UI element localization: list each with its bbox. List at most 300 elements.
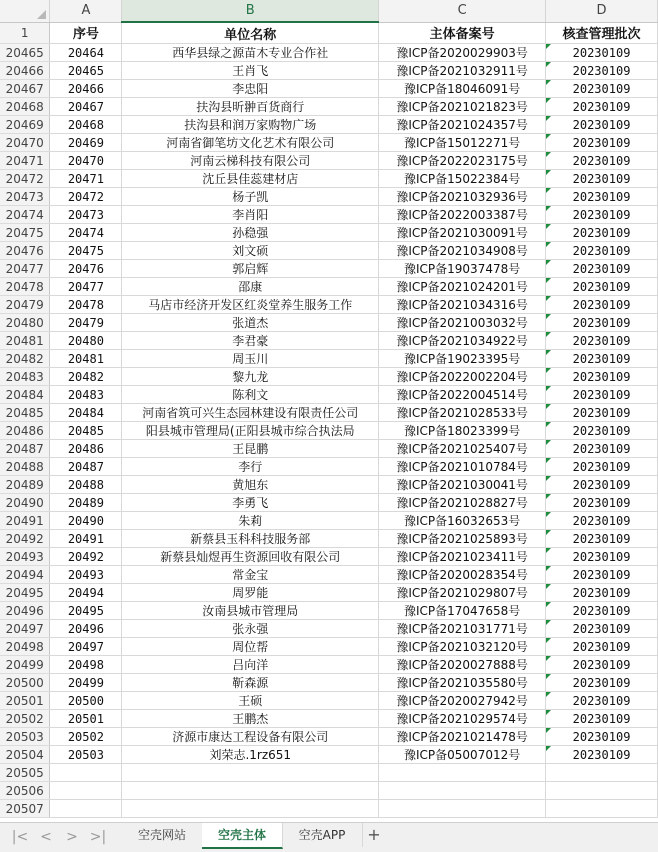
tab-empty-websites[interactable]: 空壳网站 (122, 823, 203, 847)
table-row (0, 134, 658, 152)
cell-text: 20230109 (572, 333, 631, 348)
cell-record-no[interactable] (379, 170, 546, 188)
number-as-text-flag-icon (546, 80, 551, 85)
cell-record-no[interactable] (379, 62, 546, 80)
cell-batch[interactable] (546, 224, 658, 242)
row-number[interactable]: 20490 (0, 494, 50, 512)
cell-seq[interactable] (50, 386, 122, 404)
cell-unit-name[interactable] (122, 602, 379, 620)
row-number[interactable]: 20471 (0, 152, 50, 170)
row-number[interactable]: 20468 (0, 98, 50, 116)
row-number[interactable]: 20481 (0, 332, 50, 350)
cell-unit-name[interactable] (122, 584, 379, 602)
cell-record-no[interactable] (379, 692, 546, 710)
cell-record-no[interactable] (379, 638, 546, 656)
cell-text: 20230109 (572, 567, 631, 582)
cell-batch[interactable] (546, 350, 658, 368)
number-as-text-flag-icon (546, 548, 551, 553)
cell-record-no[interactable] (379, 602, 546, 620)
row-number[interactable]: 20485 (0, 404, 50, 422)
tab-empty-app[interactable]: 空壳APP (282, 823, 363, 847)
number-as-text-flag-icon (546, 566, 551, 571)
cell-record-no[interactable] (379, 278, 546, 296)
row-number[interactable]: 20507 (0, 800, 50, 818)
cell-seq[interactable] (50, 350, 122, 368)
row-number[interactable]: 20470 (0, 134, 50, 152)
cell-record-no[interactable] (379, 296, 546, 314)
last-sheet-button[interactable]: >| (89, 829, 107, 845)
cell-unit-name[interactable] (122, 656, 379, 674)
cell-record-no[interactable] (379, 728, 546, 746)
number-as-text-flag-icon (546, 260, 551, 265)
cell-record-no[interactable] (379, 116, 546, 134)
row-number[interactable]: 20501 (0, 692, 50, 710)
cell-text: 张永强 (232, 622, 269, 636)
cell-seq[interactable] (50, 188, 122, 206)
cell-text: 王肖飞 (232, 64, 269, 78)
cell-batch[interactable] (546, 368, 658, 386)
cell-record-no[interactable] (379, 422, 546, 440)
cell-unit-name[interactable] (122, 782, 379, 800)
cell-seq[interactable] (50, 152, 122, 170)
cell-unit-name[interactable] (122, 548, 379, 566)
cell-seq[interactable] (50, 404, 122, 422)
cell-batch[interactable] (546, 764, 658, 782)
cell-unit-name[interactable] (122, 278, 379, 296)
row-number[interactable]: 20493 (0, 548, 50, 566)
cell-batch[interactable] (546, 710, 658, 728)
cell-record-no[interactable] (379, 332, 546, 350)
cell-batch[interactable] (546, 44, 658, 62)
cell-unit-name[interactable] (122, 116, 379, 134)
row-number[interactable]: 20478 (0, 278, 50, 296)
cell-text: 20498 (67, 657, 104, 672)
cell-seq[interactable] (50, 260, 122, 278)
cell-unit-name[interactable] (122, 296, 379, 314)
row-number[interactable]: 20495 (0, 584, 50, 602)
cell-record-no[interactable] (379, 350, 546, 368)
column-header-b[interactable]: B (122, 0, 379, 22)
cell-seq[interactable] (50, 440, 122, 458)
cell-unit-name[interactable] (122, 728, 379, 746)
cell-batch[interactable] (546, 62, 658, 80)
cell-batch[interactable] (546, 80, 658, 98)
row-number[interactable]: 20499 (0, 656, 50, 674)
table-row (0, 242, 658, 260)
header-cell-seq[interactable]: 序号 (50, 22, 122, 44)
cell-text: 济源市康达工程设备有限公司 (172, 730, 329, 744)
table-row (0, 692, 658, 710)
cell-unit-name[interactable] (122, 224, 379, 242)
cell-record-no[interactable] (379, 458, 546, 476)
cell-record-no[interactable] (379, 242, 546, 260)
row-number[interactable]: 20487 (0, 440, 50, 458)
cell-record-no[interactable] (379, 800, 546, 818)
cell-seq[interactable] (50, 206, 122, 224)
cell-batch[interactable] (546, 728, 658, 746)
row-number[interactable]: 20482 (0, 350, 50, 368)
cell-unit-name[interactable] (122, 44, 379, 62)
cell-seq[interactable] (50, 494, 122, 512)
cell-unit-name[interactable] (122, 98, 379, 116)
header-cell-batch[interactable]: 核查管理批次 (546, 22, 658, 44)
cell-text: 20476 (67, 261, 104, 276)
cell-record-no[interactable] (379, 656, 546, 674)
cell-batch[interactable] (546, 314, 658, 332)
table-row (0, 404, 658, 422)
table-row (0, 116, 658, 134)
cell-batch[interactable] (546, 116, 658, 134)
cell-text: 周位帮 (232, 640, 269, 654)
number-as-text-flag-icon (546, 422, 551, 427)
cell-unit-name[interactable] (122, 332, 379, 350)
cell-unit-name[interactable] (122, 206, 379, 224)
cell-unit-name[interactable] (122, 260, 379, 278)
cell-record-no[interactable] (379, 386, 546, 404)
cell-record-no[interactable] (379, 530, 546, 548)
add-sheet-button[interactable]: + (367, 825, 381, 844)
header-cell-record-no[interactable]: 主体备案号 (379, 22, 546, 44)
cell-text: 西华县绿之源苗木专业合作社 (172, 46, 329, 60)
cell-record-no[interactable] (379, 746, 546, 764)
cell-record-no[interactable] (379, 764, 546, 782)
cell-seq[interactable] (50, 674, 122, 692)
cell-batch[interactable] (546, 548, 658, 566)
cell-unit-name[interactable] (122, 314, 379, 332)
row-number[interactable]: 20505 (0, 764, 50, 782)
number-as-text-flag-icon (546, 656, 551, 661)
cell-seq[interactable] (50, 476, 122, 494)
first-sheet-button[interactable]: |< (11, 829, 29, 845)
table-row (0, 656, 658, 674)
cell-seq[interactable] (50, 602, 122, 620)
cell-unit-name[interactable] (122, 152, 379, 170)
cell-text: 河南云梯科技有限公司 (190, 154, 311, 168)
row-number[interactable]: 20486 (0, 422, 50, 440)
cell-seq[interactable] (50, 98, 122, 116)
cell-record-no[interactable] (379, 134, 546, 152)
column-header-d[interactable]: D (546, 0, 658, 22)
number-as-text-flag-icon (546, 242, 551, 247)
number-as-text-flag-icon (546, 62, 551, 67)
tab-empty-entities[interactable]: 空壳主体 (202, 823, 283, 849)
row-number[interactable]: 20503 (0, 728, 50, 746)
cell-text: 王鹏杰 (232, 712, 269, 726)
cell-batch[interactable] (546, 584, 658, 602)
cell-batch[interactable] (546, 260, 658, 278)
number-as-text-flag-icon (546, 188, 551, 193)
cell-batch[interactable] (546, 692, 658, 710)
number-as-text-flag-icon (546, 116, 551, 121)
cell-seq[interactable] (50, 692, 122, 710)
column-header-a[interactable]: A (50, 0, 122, 22)
row-number[interactable]: 20488 (0, 458, 50, 476)
cell-text: 20230109 (572, 441, 631, 456)
row-number[interactable]: 20497 (0, 620, 50, 638)
column-header-c[interactable]: C (379, 0, 546, 22)
cell-text: 20230109 (572, 729, 631, 744)
cell-seq[interactable] (50, 782, 122, 800)
cell-seq[interactable] (50, 566, 122, 584)
cell-text: 豫ICP备18046091号 (404, 82, 521, 96)
cell-record-no[interactable] (379, 476, 546, 494)
cell-text: 20500 (67, 693, 104, 708)
cell-text: 20230109 (572, 207, 631, 222)
cell-seq[interactable] (50, 332, 122, 350)
cell-text: 20467 (67, 99, 104, 114)
cell-record-no[interactable] (379, 368, 546, 386)
cell-batch[interactable] (546, 620, 658, 638)
row-number[interactable]: 20476 (0, 242, 50, 260)
cell-batch[interactable] (546, 566, 658, 584)
cell-batch[interactable] (546, 674, 658, 692)
row-number[interactable]: 20492 (0, 530, 50, 548)
cell-seq[interactable] (50, 62, 122, 80)
table-row (0, 224, 658, 242)
cell-batch[interactable] (546, 98, 658, 116)
cell-text: 20230109 (572, 297, 631, 312)
cell-unit-name[interactable] (122, 62, 379, 80)
number-as-text-flag-icon (546, 620, 551, 625)
cell-seq[interactable] (50, 458, 122, 476)
cell-record-no[interactable] (379, 206, 546, 224)
cell-unit-name[interactable] (122, 494, 379, 512)
cell-batch[interactable] (546, 782, 658, 800)
cell-seq[interactable] (50, 548, 122, 566)
cell-batch[interactable] (546, 458, 658, 476)
cell-seq[interactable] (50, 242, 122, 260)
cell-unit-name[interactable] (122, 476, 379, 494)
cell-batch[interactable] (546, 638, 658, 656)
cell-batch[interactable] (546, 278, 658, 296)
cell-batch[interactable] (546, 170, 658, 188)
cell-unit-name[interactable] (122, 368, 379, 386)
cell-unit-name[interactable] (122, 746, 379, 764)
row-number[interactable]: 20479 (0, 296, 50, 314)
cell-seq[interactable] (50, 800, 122, 818)
row-number[interactable]: 20494 (0, 566, 50, 584)
row-number[interactable]: 20474 (0, 206, 50, 224)
cell-text: 20230109 (572, 171, 631, 186)
row-number[interactable]: 20489 (0, 476, 50, 494)
cell-record-no[interactable] (379, 512, 546, 530)
cell-batch[interactable] (546, 530, 658, 548)
cell-record-no[interactable] (379, 224, 546, 242)
cell-seq[interactable] (50, 422, 122, 440)
cell-seq[interactable] (50, 278, 122, 296)
row-number[interactable]: 20506 (0, 782, 50, 800)
cell-seq[interactable] (50, 224, 122, 242)
table-row (0, 80, 658, 98)
header-cell-unit-name[interactable]: 单位名称 (122, 22, 379, 44)
cell-text: 20480 (67, 333, 104, 348)
cell-record-no[interactable] (379, 188, 546, 206)
cell-seq[interactable] (50, 728, 122, 746)
cell-batch[interactable] (546, 152, 658, 170)
cell-batch[interactable] (546, 386, 658, 404)
cell-record-no[interactable] (379, 440, 546, 458)
cell-record-no[interactable] (379, 98, 546, 116)
table-row (0, 368, 658, 386)
row-number[interactable]: 20502 (0, 710, 50, 728)
cell-batch[interactable] (546, 332, 658, 350)
cell-unit-name[interactable] (122, 764, 379, 782)
cell-unit-name[interactable] (122, 566, 379, 584)
cell-batch[interactable] (546, 440, 658, 458)
cell-record-no[interactable] (379, 494, 546, 512)
cell-unit-name[interactable] (122, 512, 379, 530)
cell-text: 豫ICP备19023395号 (404, 352, 521, 366)
number-as-text-flag-icon (546, 296, 551, 301)
cell-seq[interactable] (50, 656, 122, 674)
cell-text: 豫ICP备15022384号 (404, 172, 521, 186)
cell-unit-name[interactable] (122, 170, 379, 188)
cell-text: 20230109 (572, 549, 631, 564)
row-number[interactable]: 20473 (0, 188, 50, 206)
cell-text: 豫ICP备2021021478号 (396, 730, 528, 744)
cell-unit-name[interactable] (122, 638, 379, 656)
cell-batch[interactable] (546, 494, 658, 512)
cell-seq[interactable] (50, 638, 122, 656)
next-sheet-button[interactable]: > (66, 829, 78, 845)
row-number[interactable]: 20465 (0, 44, 50, 62)
cell-record-no[interactable] (379, 584, 546, 602)
cell-unit-name[interactable] (122, 80, 379, 98)
row-number[interactable]: 20500 (0, 674, 50, 692)
cell-record-no[interactable] (379, 674, 546, 692)
cell-seq[interactable] (50, 746, 122, 764)
number-as-text-flag-icon (546, 530, 551, 535)
prev-sheet-button[interactable]: < (40, 829, 52, 845)
row-number[interactable]: 20477 (0, 260, 50, 278)
cell-unit-name[interactable] (122, 386, 379, 404)
row-number[interactable]: 20504 (0, 746, 50, 764)
row-number[interactable]: 20491 (0, 512, 50, 530)
cell-record-no[interactable] (379, 152, 546, 170)
cell-record-no[interactable] (379, 404, 546, 422)
cell-record-no[interactable] (379, 44, 546, 62)
row-number[interactable]: 20480 (0, 314, 50, 332)
cell-unit-name[interactable] (122, 530, 379, 548)
cell-batch[interactable] (546, 512, 658, 530)
cell-seq[interactable] (50, 368, 122, 386)
cell-seq[interactable] (50, 512, 122, 530)
cell-text: 豫ICP备2022004514号 (396, 388, 528, 402)
cell-unit-name[interactable] (122, 404, 379, 422)
cell-batch[interactable] (546, 746, 658, 764)
cell-unit-name[interactable] (122, 692, 379, 710)
cell-record-no[interactable] (379, 620, 546, 638)
cell-seq[interactable] (50, 134, 122, 152)
cell-seq[interactable] (50, 296, 122, 314)
cell-batch[interactable] (546, 188, 658, 206)
cell-text: 豫ICP备2021030041号 (396, 478, 528, 492)
cell-unit-name[interactable] (122, 422, 379, 440)
cell-seq[interactable] (50, 80, 122, 98)
cell-text: 20472 (67, 189, 104, 204)
cell-batch[interactable] (546, 476, 658, 494)
cell-unit-name[interactable] (122, 620, 379, 638)
cell-unit-name[interactable] (122, 800, 379, 818)
row-number[interactable]: 20496 (0, 602, 50, 620)
cell-batch[interactable] (546, 422, 658, 440)
row-number[interactable]: 20475 (0, 224, 50, 242)
cell-unit-name[interactable] (122, 710, 379, 728)
cell-batch[interactable] (546, 404, 658, 422)
cell-text: 豫ICP备15012271号 (404, 136, 521, 150)
cell-unit-name[interactable] (122, 440, 379, 458)
cell-record-no[interactable] (379, 566, 546, 584)
cell-unit-name[interactable] (122, 350, 379, 368)
row-number[interactable]: 20484 (0, 386, 50, 404)
cell-seq[interactable] (50, 44, 122, 62)
cell-text: 20477 (67, 279, 104, 294)
cell-text: 20499 (67, 675, 104, 690)
cell-record-no[interactable] (379, 260, 546, 278)
cell-unit-name[interactable] (122, 242, 379, 260)
cell-seq[interactable] (50, 530, 122, 548)
select-all-corner[interactable] (0, 0, 50, 22)
table-row (0, 728, 658, 746)
cell-text: 20490 (67, 513, 104, 528)
cell-unit-name[interactable] (122, 674, 379, 692)
cell-text: 20489 (67, 495, 104, 510)
cell-record-no[interactable] (379, 80, 546, 98)
cell-record-no[interactable] (379, 782, 546, 800)
cell-seq[interactable] (50, 170, 122, 188)
row-number[interactable]: 20498 (0, 638, 50, 656)
cell-seq[interactable] (50, 314, 122, 332)
cell-text: 20486 (67, 441, 104, 456)
cell-seq[interactable] (50, 710, 122, 728)
cell-batch[interactable] (546, 242, 658, 260)
table-row (0, 386, 658, 404)
cell-record-no[interactable] (379, 548, 546, 566)
row-number[interactable]: 20483 (0, 368, 50, 386)
cell-batch[interactable] (546, 296, 658, 314)
cell-seq[interactable] (50, 620, 122, 638)
cell-text: 豫ICP备2021032120号 (396, 640, 528, 654)
cell-record-no[interactable] (379, 314, 546, 332)
row-number[interactable]: 20472 (0, 170, 50, 188)
cell-text: 20464 (67, 45, 104, 60)
cell-text: 吕向洋 (232, 658, 269, 672)
row-number[interactable]: 20469 (0, 116, 50, 134)
cell-unit-name[interactable] (122, 188, 379, 206)
cell-text: 20230109 (572, 225, 631, 240)
cell-record-no[interactable] (379, 710, 546, 728)
cell-unit-name[interactable] (122, 458, 379, 476)
cell-text: 20465 (67, 63, 104, 78)
cell-batch[interactable] (546, 134, 658, 152)
table-row (0, 350, 658, 368)
row-number[interactable]: 20467 (0, 80, 50, 98)
cell-batch[interactable] (546, 800, 658, 818)
table-row (0, 152, 658, 170)
cell-batch[interactable] (546, 602, 658, 620)
cell-batch[interactable] (546, 656, 658, 674)
cell-text: 豫ICP备2021030091号 (396, 226, 528, 240)
row-number[interactable]: 1 (0, 22, 50, 44)
cell-seq[interactable] (50, 764, 122, 782)
table-row (0, 260, 658, 278)
row-number[interactable]: 20466 (0, 62, 50, 80)
cell-batch[interactable] (546, 206, 658, 224)
cell-seq[interactable] (50, 116, 122, 134)
cell-unit-name[interactable] (122, 134, 379, 152)
cell-seq[interactable] (50, 584, 122, 602)
cell-text: 20230109 (572, 153, 631, 168)
